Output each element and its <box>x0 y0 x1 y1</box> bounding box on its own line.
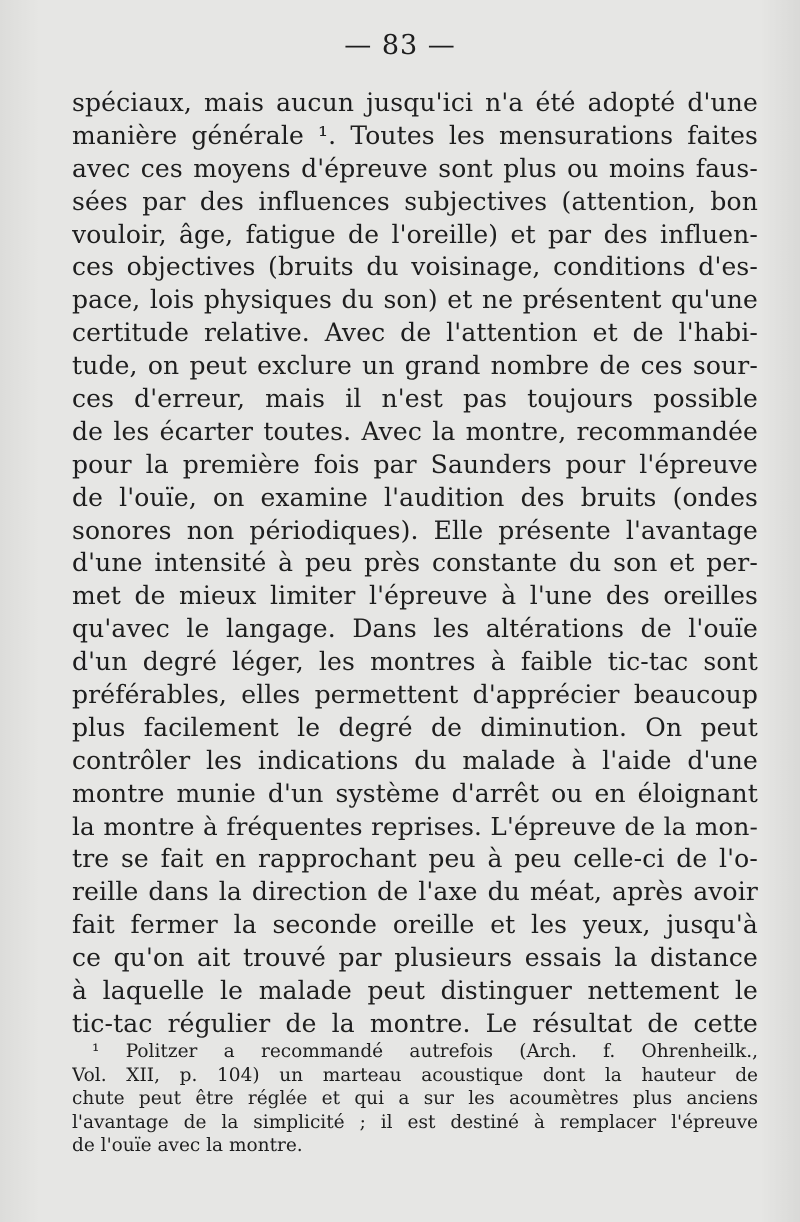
text-line: préférables, elles permettent d'apprécier beaucoup <box>72 680 758 710</box>
text-line: d'une intensité à peu près constante du son et per- <box>72 548 758 578</box>
text-line: ce qu'on ait trouvé par plusieurs essais la distance <box>72 943 758 973</box>
text-line: met de mieux limiter l'épreuve à l'une des oreilles <box>72 581 758 611</box>
footnote-line: chute peut être réglée et qui a sur les acoumètres plus anciens <box>72 1088 758 1110</box>
footnote-line: ¹ Politzer a recommandé autrefois (Arch. f. Ohrenheilk., <box>92 1041 758 1062</box>
footnote-line: Vol. XII, p. 104) un marteau acoustique dont la hauteur de <box>72 1064 758 1086</box>
footnotes <box>72 1040 758 1158</box>
text-line: la montre à fréquentes reprises. L'épreuve de la mon- <box>72 811 758 841</box>
text-line: à laquelle le malade peut distinguer nettement le <box>72 976 758 1006</box>
text-line: reille dans la direction de l'axe du méat, après avoir <box>72 877 758 907</box>
footnote-line: de l'ouïe avec la montre. <box>72 1135 303 1157</box>
text-line: ces objectives (bruits du voisinage, conditions d'es- <box>72 252 758 282</box>
text-line: pace, lois physiques du son) et ne présentent qu'une <box>72 285 758 315</box>
text-line: contrôler les indications du malade à l'aide d'une <box>72 745 758 775</box>
footnote-line: l'avantage de la simplicité ; il est destiné à remplacer l'épreuve <box>72 1111 758 1133</box>
text-line: spéciaux, mais aucun jusqu'ici n'a été adopté d'une <box>72 88 758 117</box>
text-line: certitude relative. Avec de l'attention et de l'habi- <box>72 318 758 348</box>
text-line: manière générale ¹. Toutes les mensurations faites <box>72 120 758 150</box>
text-line: tic-tac régulier de la montre. Le résultat de cette <box>72 1008 758 1038</box>
text-line: montre munie d'un système d'arrêt ou en éloignant <box>72 778 758 808</box>
text-line: sées par des influences subjectives (attention, bon <box>72 186 758 216</box>
text-line: avec ces moyens d'épreuve sont plus ou moins faus- <box>72 153 758 183</box>
text-line: de les écarter toutes. Avec la montre, recommandée <box>72 416 758 446</box>
text-line: de l'ouïe, on examine l'audition des bruits (ondes <box>72 482 758 512</box>
text-line: fait fermer la seconde oreille et les yeux, jusqu'à <box>72 910 758 940</box>
text-line: ces d'erreur, mais il n'est pas toujours possible <box>72 384 758 414</box>
page-number: — 83 — <box>344 30 456 61</box>
text-line: pour la première fois par Saunders pour l'épreuve <box>72 449 758 479</box>
text-line: tre se fait en rapprochant peu à peu celle-ci de l'o- <box>72 844 758 874</box>
text-line: sonores non périodiques). Elle présente l'avantage <box>72 515 758 545</box>
text-line: d'un degré léger, les montres à faible tic-tac sont <box>72 647 758 677</box>
text-line: qu'avec le langage. Dans les altérations de l'ouïe <box>72 614 758 644</box>
text-line: tude, on peut exclure un grand nombre de ces sour- <box>72 351 758 381</box>
body-text <box>72 87 758 1041</box>
text-line: vouloir, âge, fatigue de l'oreille) et par des influen- <box>72 219 758 249</box>
text-line: plus facilement le degré de diminution. On peut <box>72 712 758 742</box>
